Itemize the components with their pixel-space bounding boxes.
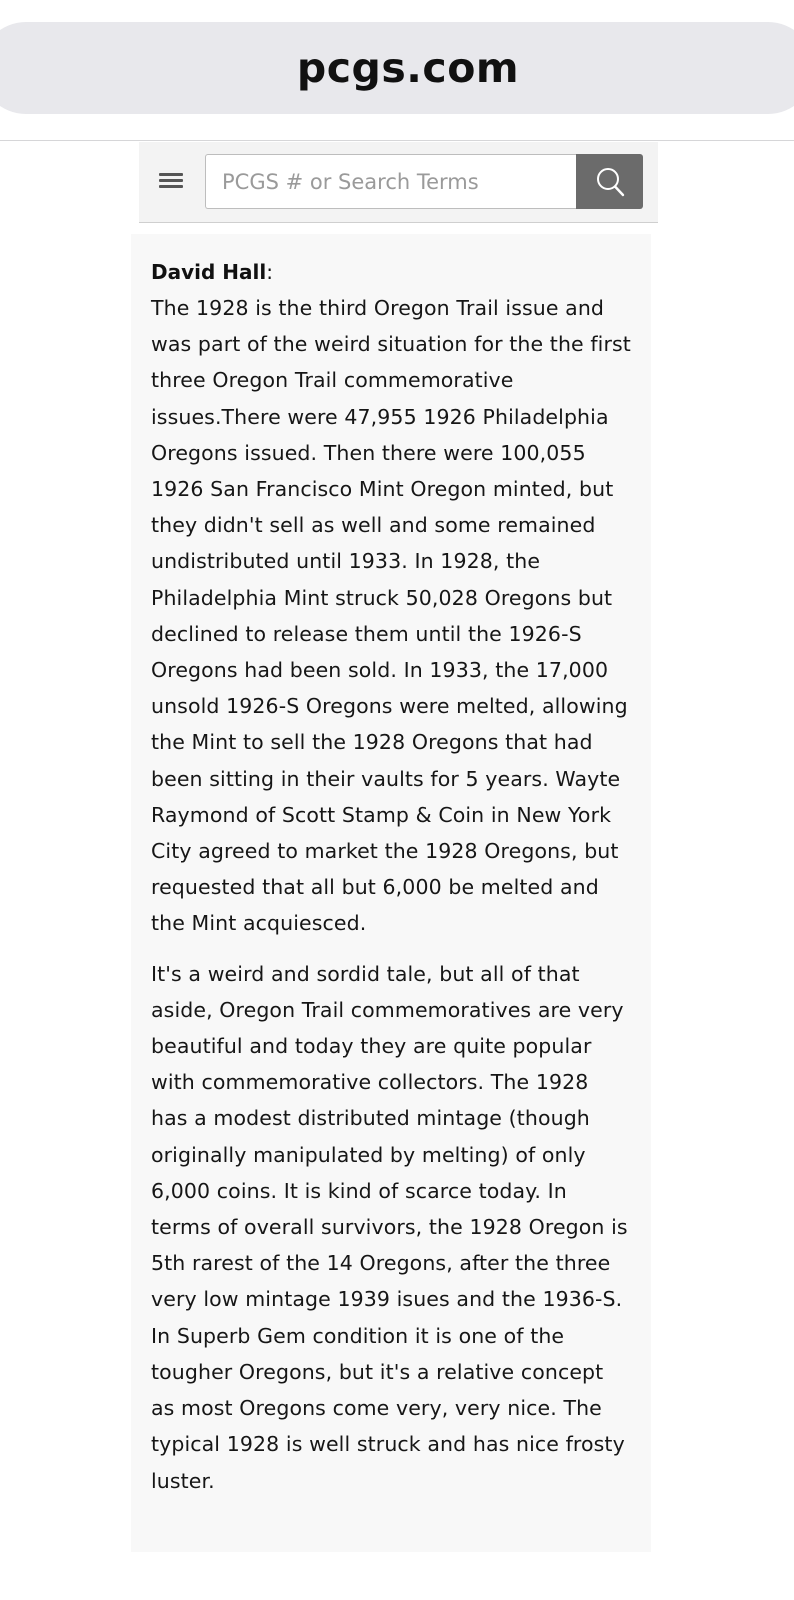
magnifier-icon (594, 166, 626, 198)
hamburger-menu-icon[interactable] (159, 170, 183, 190)
article-paragraph-1: The 1928 is the third Oregon Trail issue and was part of the weird situation for the the first three Oregon Trail commemorative issues.There were 47,955 1926 Philadelphia Oregons issued. Then there were 100,055 1926 San Francisco Mint Oregon minted, but they didn't sell as well and some remained undistributed until 1933. In 1928, the Philadelphia Mint struck 50,028 Oregons but declined to release them until the 1926-S Oregons had been sold. In 1933, the 17,000 unsold 1926-S Oregons were melted, allowing the Mint to sell the 1928 Oregons that had been sitting in their vaults for 5 years. Wayte Raymond of Scott Stamp & Coin in New York City agreed to market the 1928 Oregons, but requested that all but 6,000 be melted and the Mint acquiesced. (151, 296, 631, 936)
author-line (151, 254, 631, 290)
browser-toolbar (0, 0, 794, 141)
address-bar[interactable] (0, 22, 794, 114)
menu-icon-bar (159, 173, 183, 176)
article-paragraph-2: It's a weird and sordid tale, but all of that aside, Oregon Trail commemoratives are very beautiful and today they are quite popular with commemorative collectors. The 1928 has a modest distributed mintage (though originally manipulated by melting) of only 6,000 coins. It is kind of scarce today. In terms of overall survivors, the 1928 Oregon is 5th rarest of the 14 Oregons, after the three very low mintage 1939 isues and the 1936-S. In Superb Gem condition it is one of the tougher Oregons, but it's a relative concept as most Oregons come very, very nice. The typical 1928 is well struck and has nice frosty luster. (151, 961, 628, 1493)
author-name: David Hall (151, 260, 267, 284)
address-bar-url: pcgs.com (296, 44, 520, 92)
menu-icon-bar (159, 185, 183, 188)
page-content (139, 142, 658, 1562)
search-button[interactable] (576, 154, 643, 209)
article-card (131, 234, 651, 1552)
search-input[interactable] (205, 154, 576, 209)
menu-icon-bar (159, 179, 183, 182)
site-search-header (139, 142, 658, 223)
author-suffix: : (266, 260, 273, 284)
